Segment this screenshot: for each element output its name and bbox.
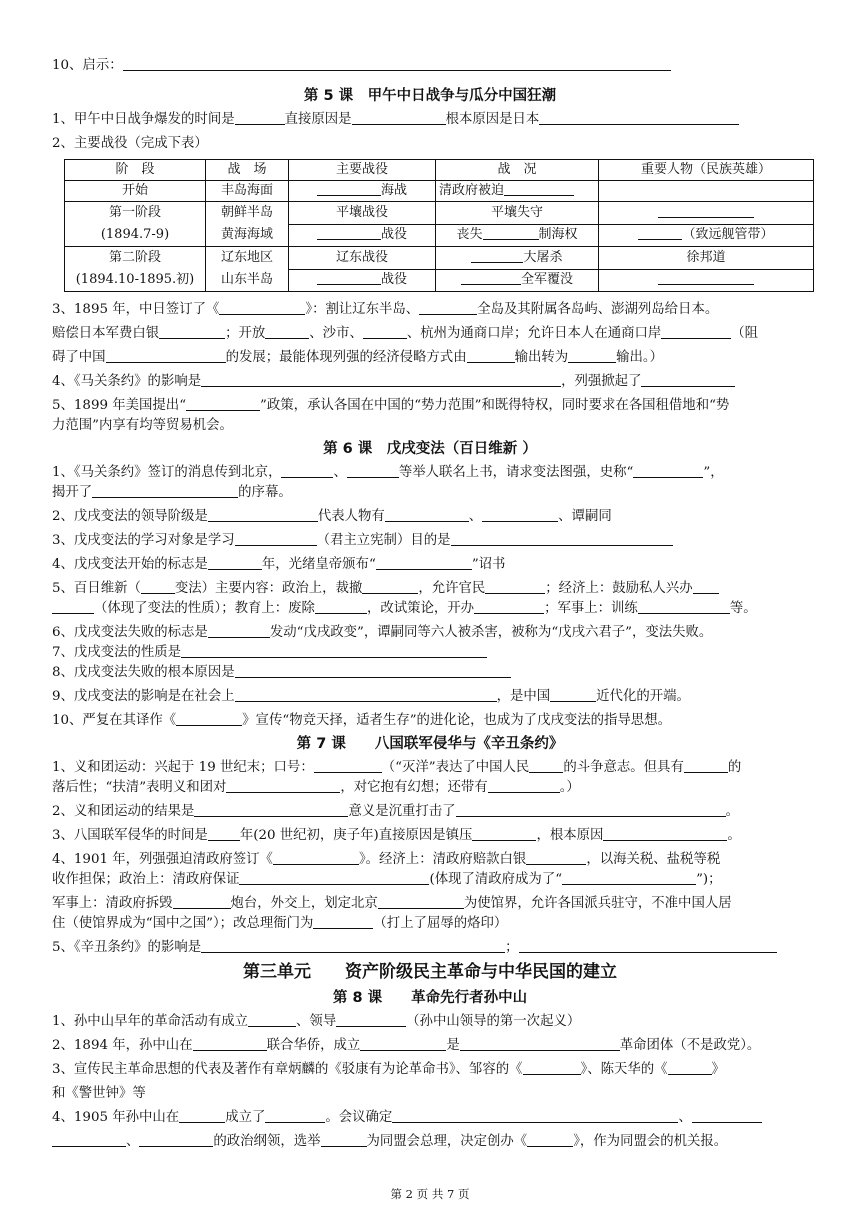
blank[interactable] [472, 826, 536, 841]
blank[interactable] [461, 270, 521, 285]
blank[interactable] [527, 1132, 573, 1147]
blank[interactable] [482, 507, 558, 522]
blank[interactable] [488, 778, 560, 793]
s6-q3: 3、戊戌变法的学习对象是学习 （君主立宪制）目的是 [52, 531, 812, 551]
blank[interactable] [315, 599, 367, 614]
s5-q3-line2: 赔偿日本军费白银 ；开放 、沙市、 、杭州为通商口岸；允许日本人在通商口岸 （阻 [52, 326, 759, 341]
blank[interactable] [562, 870, 696, 885]
blank[interactable] [603, 826, 727, 841]
blank[interactable] [141, 579, 175, 594]
s5-q5-line2: 力范围”内享有均等贸易机会。 [52, 418, 233, 433]
table-row [65, 202, 814, 225]
s6-q1: 1、《马关条约》签订的消息传到北京， 、 等举人联名上书，请求变法图强，史称“ ”， [52, 465, 724, 480]
blank[interactable] [52, 1132, 126, 1147]
cell-person: 徐邦道 [599, 247, 814, 270]
cell-person [599, 181, 814, 202]
s6-q10: 10、严复在其译作《 》宣传“物竞天择，适者生存”的进化论，也成为了戊戌变法的指导思想。 [52, 713, 671, 728]
blank[interactable] [456, 802, 726, 817]
cell-stage: 开始 [65, 181, 206, 202]
header-field: 战 场 [206, 160, 289, 181]
blank[interactable] [451, 531, 673, 546]
blank[interactable] [173, 894, 231, 909]
blank[interactable] [208, 555, 262, 570]
blank[interactable] [219, 300, 305, 315]
blank[interactable] [235, 531, 317, 546]
blank[interactable] [352, 110, 446, 125]
blank[interactable] [460, 1036, 620, 1051]
blank[interactable] [385, 507, 469, 522]
lesson-5-heading: 第 5 课 甲午中日战争与瓜分中国狂潮 [303, 88, 557, 104]
cell-person: （致远舰管带） [599, 224, 814, 247]
s6-q6: 6、戊戌变法失败的标志是 发动“戊戌政变”，谭嗣同等六人被杀害，被称为“戊戌六君子”，变法失败。 [52, 625, 713, 640]
cell-status: 平壤失守 [436, 202, 599, 225]
blank[interactable] [194, 802, 348, 817]
blank[interactable] [519, 938, 777, 953]
s6-q4: 4、戊戌变法开始的标志是 年，光绪皇帝颁布“ ”诏书 [52, 557, 506, 572]
lesson-6-heading: 第 6 课 戊戌变法（百日维新 ） [323, 441, 537, 457]
blank[interactable] [321, 1132, 367, 1147]
cell-battle: 战役 [289, 224, 436, 247]
blank[interactable] [273, 850, 359, 865]
blank[interactable] [235, 110, 285, 125]
blank[interactable] [139, 1132, 213, 1147]
blank[interactable] [201, 938, 505, 953]
s7-q5: 5、《辛丑条约》的影响是 ； [52, 938, 812, 958]
battles-table [64, 159, 814, 292]
lesson-7-heading: 第 7 课 八国联军侵华与《辛丑条约》 [296, 736, 564, 752]
blank[interactable] [693, 579, 719, 594]
blank[interactable] [193, 1036, 267, 1051]
s5-q4: 4、《马关条约》的影响是 ，列强掀起了 [52, 372, 812, 392]
s6-q5: 5、百日维新（ 变法）主要内容：政治上，裁撤 ，允许官民 ；经济上：鼓励私人兴办 [52, 579, 812, 599]
blank[interactable] [504, 181, 574, 196]
s8-q3-line2: 和《警世钟》等 [52, 1086, 146, 1101]
blank[interactable] [419, 300, 477, 315]
blank[interactable] [239, 870, 429, 885]
s5-q3-line3: 碍了中国 的发展；最能体现列强的经济侵略方式由 输出转为 输出。） [52, 350, 664, 365]
cell-stage: 第二阶段 (1894.10-1895.初) [65, 247, 206, 292]
cell-status: 清政府被迫 [436, 181, 599, 202]
blank[interactable] [181, 643, 487, 658]
unit-3-heading: 第三单元 资产阶级民主革命与中华民国的建立 [243, 962, 617, 982]
blank[interactable] [52, 599, 94, 614]
s6-q9: 9、戊戌变法的影响是在社会上 ，是中国 近代化的开端。 [52, 689, 690, 704]
blank[interactable] [226, 778, 340, 793]
blank[interactable] [360, 1036, 446, 1051]
blank[interactable] [317, 181, 381, 196]
blank[interactable] [176, 711, 242, 726]
lesson-8-heading: 第 8 课 革命先行者孙中山 [332, 990, 528, 1006]
cell-status: 全军覆没 [436, 269, 599, 292]
cell-status: 丧失 制海权 [436, 224, 599, 247]
s8-q2: 2、1894 年，孙中山在 联合华侨，成立 是 革命团体（不是政党）。 [52, 1038, 761, 1053]
blank[interactable] [474, 599, 544, 614]
blank[interactable] [186, 396, 260, 411]
blank[interactable] [265, 1108, 325, 1123]
s8-q4-line2: 、 的政治纲领，选举 为同盟会总理，决定创办《 》，作为同盟会的机关报。 [52, 1132, 812, 1152]
s7-q1: 1、义和团运动：兴起于 19 世纪末；口号： （“灭洋”表达了中国人民 的斗争意志。但具有 的 [52, 760, 742, 775]
blank[interactable] [692, 1108, 762, 1123]
s5-q3: 3、1895 年，中日签订了《 》：割让辽东半岛、 全岛及其附属各岛屿、澎湖列岛给日本。 [52, 302, 719, 317]
blank[interactable] [633, 463, 703, 478]
cell-battle: 辽东战役 [289, 247, 436, 270]
blank[interactable] [568, 348, 616, 363]
s5-q2: 2、主要战役（完成下表） [52, 136, 208, 151]
blank[interactable] [523, 1060, 581, 1075]
blank[interactable] [248, 1012, 296, 1027]
blank[interactable] [684, 758, 728, 773]
blank[interactable] [208, 507, 318, 522]
blank[interactable] [106, 348, 226, 363]
blank[interactable] [526, 850, 586, 865]
cell-battle: 平壤战役 [289, 202, 436, 225]
blank[interactable] [363, 324, 407, 339]
blank[interactable] [539, 110, 739, 125]
blank[interactable] [265, 324, 309, 339]
blank[interactable] [658, 203, 754, 218]
blank[interactable] [317, 225, 381, 240]
blank[interactable] [485, 579, 545, 594]
blank[interactable] [641, 372, 735, 387]
header-person: 重要人物（民族英雄） [599, 160, 814, 181]
s7-q4-line3: 军事上：清政府拆毁 炮台，外交上，划定北京 为使馆界，允许各国派兵驻守，不准中国人居 [52, 896, 732, 911]
table-row [65, 247, 814, 270]
table-row [65, 181, 814, 202]
blank[interactable] [317, 270, 381, 285]
blank[interactable] [467, 348, 515, 363]
line-s4-q10: 10、启示： [52, 56, 812, 76]
blank[interactable] [208, 623, 270, 638]
s7-q3: 3、八国联军侵华的时间是 年(20 世纪初，庚子年)直接原因是镇压 ，根本原因 。 [52, 828, 741, 843]
s6-q1-line2: 揭开了 的序幕。 [52, 485, 292, 500]
blank[interactable] [376, 555, 472, 570]
blank[interactable] [483, 225, 539, 240]
blank[interactable] [159, 324, 225, 339]
s6-q8: 8、戊戌变法失败的根本原因是 [52, 663, 812, 683]
s6-q5-line2: （体现了变法的性质）；教育上：废除 ，改试策论，开办 ；军事上：训练 等。 [52, 599, 812, 619]
blank[interactable] [392, 1108, 678, 1123]
blank[interactable] [550, 687, 596, 702]
blank[interactable] [235, 663, 511, 678]
blank[interactable] [638, 225, 682, 240]
blank[interactable] [336, 1012, 406, 1027]
page-footer: 第 2 页 共 7 页 [390, 1187, 470, 1201]
s8-q3: 3、宣传民主革命思想的代表及著作有章炳麟的《驳康有为论革命书》、邹容的《 》、陈天华的《 》 [52, 1062, 725, 1077]
cell-field: 丰岛海面 [206, 181, 289, 202]
blank[interactable] [638, 599, 730, 614]
blank[interactable] [179, 1108, 225, 1123]
header-battle: 主要战役 [289, 160, 436, 181]
blank[interactable] [314, 758, 382, 773]
blank[interactable] [347, 463, 399, 478]
blank[interactable] [281, 463, 333, 478]
blank[interactable] [313, 914, 373, 929]
header-status: 战 况 [436, 160, 599, 181]
s6-q7: 7、戊戌变法的性质是 [52, 643, 812, 663]
blank[interactable] [378, 894, 464, 909]
blank[interactable] [235, 687, 497, 702]
s5-q1: 1、甲午中日战争爆发的时间是 直接原因是 根本原因是日本 [52, 110, 812, 130]
blank[interactable] [471, 248, 523, 263]
s7-q2: 2、义和团运动的结果是 意义是沉重打击了 。 [52, 804, 739, 819]
blank[interactable] [201, 372, 561, 387]
blank[interactable] [92, 483, 238, 498]
table-header-row [65, 160, 814, 181]
cell-battle: 战役 [289, 269, 436, 292]
cell-stage: 第一阶段 (1894.7-9) [65, 202, 206, 247]
cell-field: 辽东地区 山东半岛 [206, 247, 289, 292]
blank[interactable] [661, 324, 731, 339]
s5-q5: 5、1899 年美国提出“ ”政策，承认各国在中国的“势力范围”和既得特权，同时要求在各国租借地和“势 [52, 398, 730, 413]
s7-q1-line2: 落后性；“扶清”表明义和团对 ，对它抱有幻想；还带有 。） [52, 780, 580, 795]
cell-status: 大屠杀 [436, 247, 599, 270]
header-stage: 阶 段 [65, 160, 206, 181]
cell-field: 朝鲜半岛 黄海海域 [206, 202, 289, 247]
blank[interactable] [123, 56, 671, 71]
blank[interactable] [208, 826, 240, 841]
s7-q4: 4、1901 年，列强强迫清政府签订《 》。经济上：清政府赔款白银 ，以海关税、盐税等税 [52, 852, 721, 867]
cell-person [599, 202, 814, 225]
s7-q4-line4: 住（使馆界成为“国中之国”）；改总理衙门为 （打上了屈辱的烙印） [52, 916, 508, 931]
s8-q1: 1、孙中山早年的革命活动有成立 、领导 （孙中山领导的第一次起义） [52, 1014, 581, 1029]
s7-q4-line2: 收作担保；政治上：清政府保证 (体现了清政府成为了“ ”)； [52, 872, 722, 887]
blank[interactable] [362, 579, 418, 594]
blank[interactable] [658, 270, 754, 285]
blank[interactable] [668, 1060, 712, 1075]
cell-battle: 海战 [289, 181, 436, 202]
s8-q4: 4、1905 年孙中山在 成立了 。会议确定 、 [52, 1108, 812, 1128]
s6-q2: 2、戊戌变法的领导阶级是 代表人物有 、 、谭嗣同 [52, 509, 612, 524]
cell-person [599, 269, 814, 292]
blank[interactable] [529, 758, 563, 773]
